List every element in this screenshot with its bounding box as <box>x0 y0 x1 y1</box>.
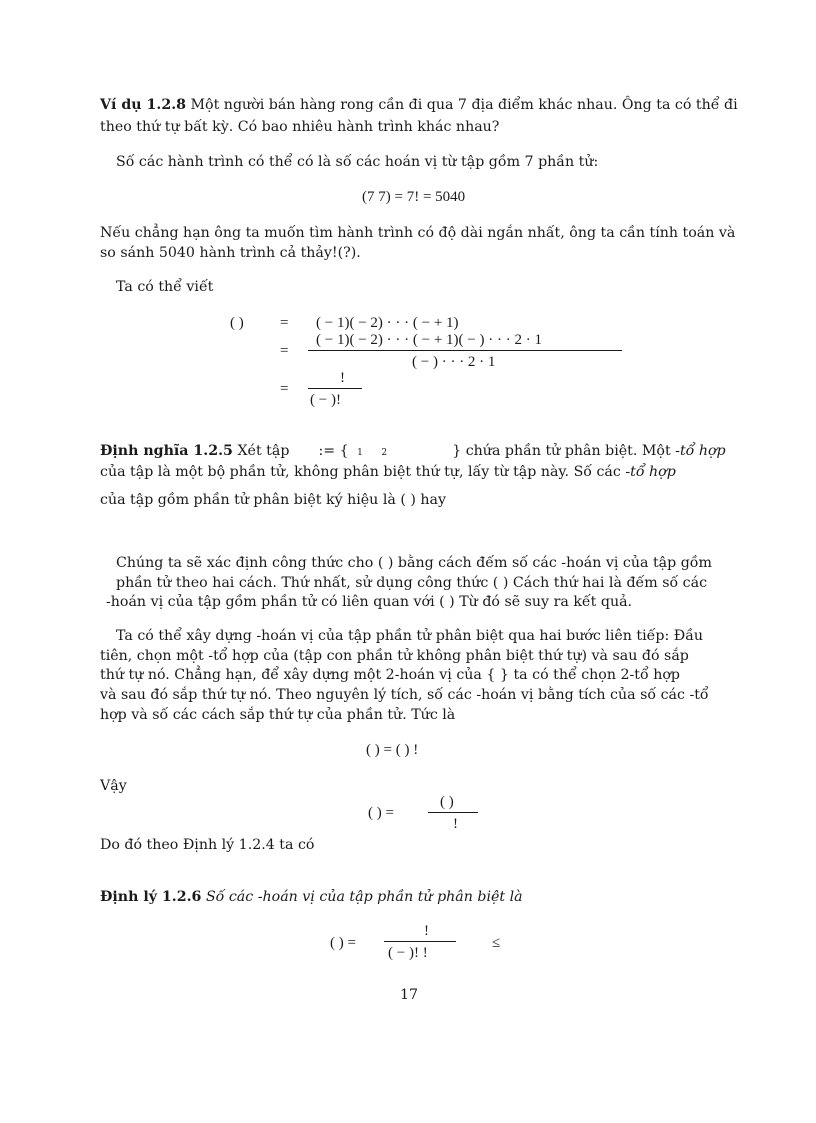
derivation-denominator-3: ( − )! <box>310 392 341 408</box>
definition-label: Định nghĩa 1.2.5 <box>100 443 233 459</box>
example-label: Ví dụ 1.2.8 <box>100 97 187 113</box>
definition-text-2: của tập là một bộ phần tử, không phân biệt thứ tự, lấy từ tập này. Số các - <box>100 464 631 480</box>
derivation-eq-3: = <box>280 381 289 397</box>
definition-text-1a: Xét tập <box>237 443 290 459</box>
equation-4-relation: ≤ <box>492 935 501 951</box>
derivation-fraction-bar-2 <box>308 350 622 351</box>
equation-4-fraction-bar <box>384 941 456 942</box>
page-number: 17 <box>400 987 419 1003</box>
paragraph-a-line-3: -hoán vị của tập gồm phần tử có liên quan với ( ) Từ đó sẽ suy ra kết quả. <box>106 594 633 610</box>
example-paragraph-3-line-2: so sánh 5040 hành trình cả thảy!(?). <box>100 245 361 261</box>
equation-permutation-count: (7 7) = 7! = 5040 <box>362 189 466 205</box>
theorem-line <box>100 888 523 907</box>
paragraph-b-line-1: Ta có thể xây dựng -hoán vị của tập phần tử phân biệt qua hai bước liên tiếp: Đầu <box>116 628 704 644</box>
derivation-eq-1: = <box>280 315 289 331</box>
theorem-label: Định lý 1.2.6 <box>100 889 202 905</box>
definition-line-3: của tập gồm phần tử phân biệt ký hiệu là ( ) hay <box>100 492 447 508</box>
derivation-fraction-bar-3 <box>308 388 362 389</box>
equation-3-denominator: ! <box>453 816 458 832</box>
paragraph-a-line-2: phần tử theo hai cách. Thứ nhất, sử dụng công thức ( ) Cách thứ hai là đếm số các <box>116 575 708 591</box>
paragraph-b-line-5: hợp và số các cách sắp thứ tự của phần tử. Tức là <box>100 707 456 723</box>
equation-3-fraction-bar <box>428 812 478 813</box>
paragraph-b-line-2: tiên, chọn một -tổ hợp của (tập con phần tử không phân biệt thứ tự) và sau đó sắp <box>100 648 689 664</box>
example-paragraph-4: Ta có thể viết <box>116 279 214 295</box>
paragraph-a-line-1: Chúng ta sẽ xác định công thức cho ( ) bằng cách đếm số các -hoán vị của tập gồm <box>116 555 712 571</box>
paragraph-b-line-4: và sau đó sắp thứ tự nó. Theo nguyên lý tích, số các -hoán vị bằng tích của số các -tổ <box>100 687 709 703</box>
definition-sub-2: 2 <box>381 448 388 458</box>
example-paragraph-3-line-1: Nếu chẳng hạn ông ta muốn tìm hành trình có độ dài ngắn nhất, ông ta cần tính toán và <box>100 225 736 241</box>
definition-line-1 <box>100 442 726 463</box>
equation-3-lhs: ( ) = <box>368 805 394 821</box>
definition-text-1c: } chứa phần tử phân biệt. Một - <box>452 443 680 459</box>
example-paragraph-2: Số các hành trình có thể có là số các hoán vị từ tập gồm 7 phần tử: <box>116 154 599 170</box>
definition-term-1: tổ hợp <box>679 443 726 459</box>
definition-text-1b: := { <box>318 443 349 459</box>
do-do-text: Do đó theo Định lý 1.2.4 ta có <box>100 837 315 853</box>
definition-line-2 <box>100 463 676 482</box>
derivation-lhs: ( ) <box>230 315 244 331</box>
example-text-2: theo thứ tự bất kỳ. Có bao nhiêu hành trình khác nhau? <box>100 119 500 135</box>
example-line-1 <box>100 96 738 115</box>
equation-4-numerator: ! <box>424 923 429 939</box>
theorem-text: Số các -hoán vị của tập phần tử phân biệt là <box>205 889 523 905</box>
derivation-denominator-2: ( − ) · · · 2 · 1 <box>412 354 496 370</box>
definition-sub-1: 1 <box>357 448 363 458</box>
paragraph-b-line-3: thứ tự nó. Chẳng hạn, để xây dựng một 2-hoán vị của { } ta có thể chọn 2-tổ hợp <box>100 667 680 683</box>
derivation-eq-2: = <box>280 343 289 359</box>
equation-3-numerator: ( ) <box>440 794 454 810</box>
example-text-1: Một người bán hàng rong cần đi qua 7 địa điểm khác nhau. Ông ta có thể đi <box>190 97 738 113</box>
vay-text: Vậy <box>100 778 127 794</box>
derivation-row-1: ( − 1)( − 2) · · · ( − + 1) <box>316 315 459 331</box>
equation-product: ( ) = ( ) ! <box>366 742 419 758</box>
equation-4-lhs: ( ) = <box>330 935 356 951</box>
equation-4-denominator: ( − )! ! <box>388 945 428 961</box>
derivation-numerator-3: ! <box>340 370 345 386</box>
definition-term-2: tổ hợp <box>630 464 676 480</box>
derivation-numerator-2: ( − 1)( − 2) · · · ( − + 1)( − ) · · · 2 · 1 <box>316 332 542 348</box>
